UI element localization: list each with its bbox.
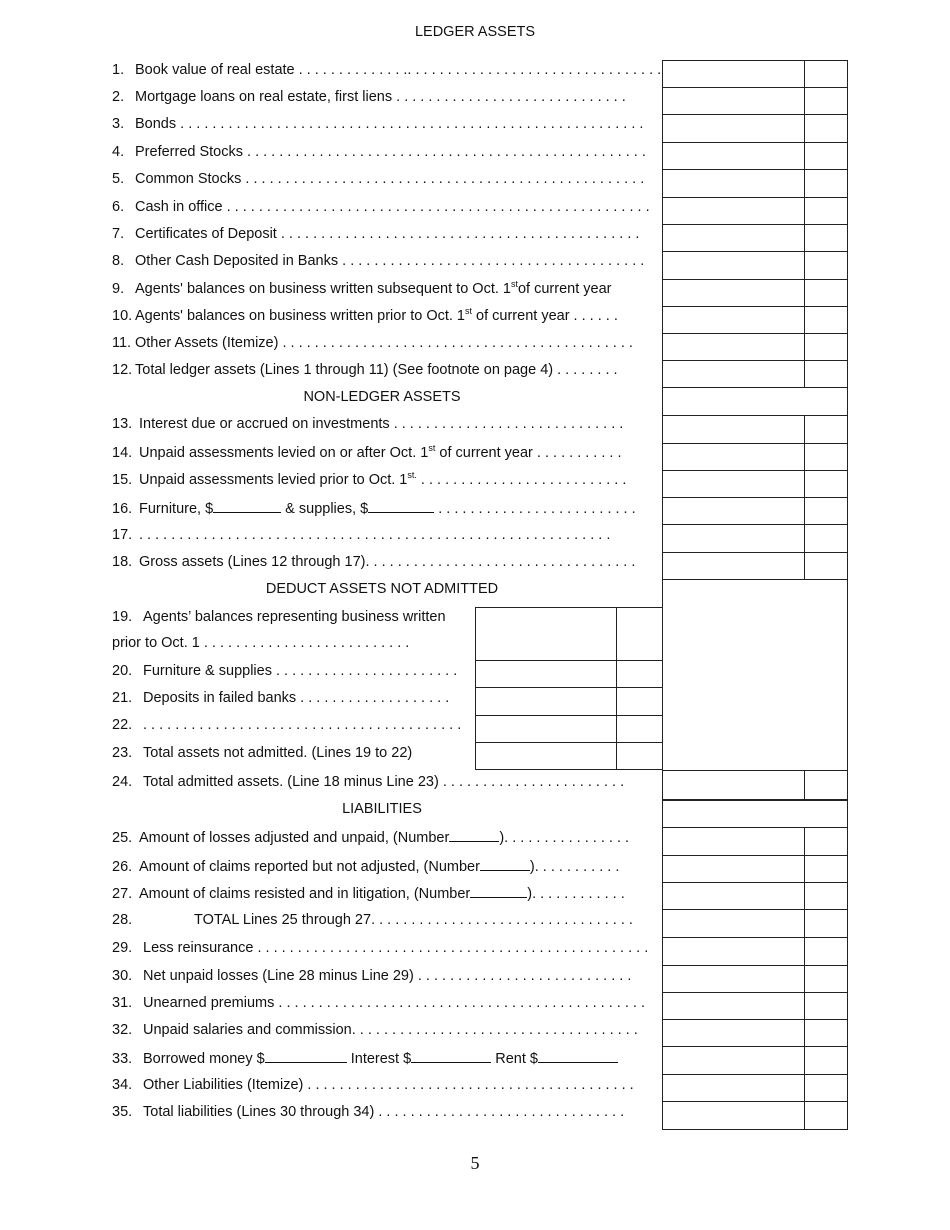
line-label: Preferred Stocks . . . . . . . . . . . . . . . . . . . . . . . . . . . . . . . . . . . . . . . . . . . . . . . . . . (135, 144, 646, 160)
line-11 (112, 334, 633, 352)
amount-cents-18[interactable] (804, 552, 848, 580)
line-label: Mortgage loans on real estate, first liens . . . . . . . . . . . . . . . . . . . . . . . . . . . . . (135, 89, 626, 105)
amount-cents-6[interactable] (804, 197, 848, 225)
amount-dollars-25[interactable] (662, 827, 805, 856)
line-label: Other Liabilities (Itemize) . . . . . . . . . . . . . . . . . . . . . . . . . . . . . . . . . . . . . . . . . (143, 1077, 634, 1093)
line-label: . . . . . . . . . . . . . . . . . . . . . . . . . . . . . . . . . . . . . . . . . . . . . . . . . . . . . . . . . . . (139, 527, 611, 543)
borrowed-money-blank[interactable] (265, 1049, 347, 1063)
deduct-dollars-22[interactable] (475, 715, 617, 743)
line-label: Total ledger assets (Lines 1 through 11) (See footnote on page 4) . . . . . . . . (135, 362, 618, 378)
line-number: 16. (112, 501, 133, 517)
amount-dollars-30[interactable] (662, 965, 805, 993)
number-blank[interactable] (480, 857, 530, 871)
amount-cents-26[interactable] (804, 855, 848, 883)
supplies-blank[interactable] (368, 499, 434, 513)
amount-dollars-32[interactable] (662, 1019, 805, 1047)
line-label: Amount of claims reported but not adjusted, (Number (139, 859, 480, 875)
amount-dollars-9[interactable] (662, 279, 805, 307)
amount-cents-17[interactable] (804, 524, 848, 553)
line-label: Certificates of Deposit . . . . . . . . . . . . . . . . . . . . . . . . . . . . . . . . . . . . . . . . . . . . . (135, 226, 640, 242)
amount-dollars-29[interactable] (662, 937, 805, 966)
amount-cents-10[interactable] (804, 306, 848, 334)
line-number: 23. (112, 745, 133, 761)
line-number: 4. (112, 144, 125, 160)
line-label: TOTAL Lines 25 through 27. . . . . . . . . . . . . . . . . . . . . . . . . . . . . . . . . (194, 912, 633, 928)
line-3 (112, 115, 643, 133)
line-10 (112, 307, 618, 325)
amount-dollars-7[interactable] (662, 224, 805, 252)
rent-blank[interactable] (538, 1049, 618, 1063)
line-35 (112, 1103, 624, 1121)
amount-cents-30[interactable] (804, 965, 848, 993)
amount-dollars-26[interactable] (662, 855, 805, 883)
line-label: Total admitted assets. (Line 18 minus Line 23) . . . . . . . . . . . . . . . . . . . . . . . (143, 774, 625, 790)
amount-dollars-14[interactable] (662, 443, 805, 471)
line-label: Furniture, $ (139, 501, 214, 517)
superscript: st (510, 279, 518, 290)
line-13 (112, 415, 623, 433)
line-19 (112, 608, 446, 626)
amount-dollars-8[interactable] (662, 251, 805, 280)
line-label-tail: of current year (517, 281, 612, 297)
line-number: 7. (112, 226, 125, 242)
line-number: 31. (112, 995, 133, 1011)
section-deduct: DEDUCT ASSETS NOT ADMITTED (265, 581, 499, 597)
amount-cents-31[interactable] (804, 992, 848, 1020)
line-label: Amount of claims resisted and in litigation, (Number (139, 886, 471, 902)
line-14 (112, 444, 622, 462)
amount-dollars-1[interactable] (662, 60, 805, 88)
line-number: 11. (112, 335, 132, 351)
line-22 (112, 716, 461, 734)
line-17 (112, 526, 610, 544)
line-30 (112, 967, 631, 985)
line-number: 10. (112, 308, 133, 324)
line-number: 22. (112, 717, 133, 733)
amount-dollars-6[interactable] (662, 197, 805, 225)
line-label: Furniture & supplies . . . . . . . . . . . . . . . . . . . . . . . (143, 663, 458, 679)
amount-dollars-2[interactable] (662, 87, 805, 115)
line-label: Borrowed money $ (143, 1051, 265, 1067)
line-number: 9. (112, 281, 125, 297)
line-label: Other Cash Deposited in Banks . . . . . . . . . . . . . . . . . . . . . . . . . . . . . . . . . . . . . . (135, 253, 645, 269)
line-label: Book value of real estate . . . . . . . . . . . . . .. . . . . . . . . . . . . . . . . . . . . . . . . . . . . . . . (135, 62, 662, 78)
line-label: Unpaid assessments levied prior to Oct. 1 (139, 472, 408, 488)
line-number: 5. (112, 171, 125, 187)
line-7 (112, 225, 639, 243)
line-number: 19. (112, 609, 133, 625)
deduct-cents-19[interactable] (616, 607, 663, 661)
deduct-dollars-23[interactable] (475, 742, 617, 770)
line-2 (112, 88, 626, 106)
line-label: Agents' balances on business written prior to Oct. 1 (135, 308, 465, 324)
amount-cents-8[interactable] (804, 251, 848, 280)
line-number: 26. (112, 859, 133, 875)
line-label: Agents’ balances representing business written (143, 609, 446, 625)
line-18 (112, 553, 635, 571)
line-25 (112, 828, 629, 847)
line-15 (112, 471, 626, 489)
line-label: Unpaid salaries and commission. . . . . . . . . . . . . . . . . . . . . . . . . . . . . . . . . . . . (143, 1022, 638, 1038)
line-label: Bonds . . . . . . . . . . . . . . . . . . . . . . . . . . . . . . . . . . . . . . . . . . . . . . . . . . . . . . . . . . (135, 116, 644, 132)
amount-cents-24[interactable] (804, 770, 848, 800)
amount-cents-34[interactable] (804, 1074, 848, 1102)
line-5 (112, 170, 644, 188)
line-label-tail: ). . . . . . . . . . . . (527, 886, 625, 902)
amount-dollars-34[interactable] (662, 1074, 805, 1102)
amount-dollars-27[interactable] (662, 882, 805, 910)
amount-cents-15[interactable] (804, 470, 848, 498)
line-label: Less reinsurance . . . . . . . . . . . . . . . . . . . . . . . . . . . . . . . . . . . . . . . . . . . . . . . . . (143, 940, 649, 956)
amount-dollars-12[interactable] (662, 360, 805, 388)
line-number: 24. (112, 774, 133, 790)
line-number: 28. (112, 912, 133, 928)
furniture-blank[interactable] (213, 499, 281, 513)
deduct-dollars-20[interactable] (475, 660, 617, 688)
line-label-tail: Rent $ (491, 1051, 538, 1067)
line-number: 21. (112, 690, 133, 706)
line-label: Agents' balances on business written subsequent to Oct. 1 (135, 281, 511, 297)
line-label-tail: of current year . . . . . . (472, 308, 618, 324)
line-label: Total liabilities (Lines 30 through 34) . . . . . . . . . . . . . . . . . . . . . . . . . . . . . . . (143, 1104, 625, 1120)
line-9 (112, 280, 611, 298)
amount-cents-28[interactable] (804, 909, 848, 938)
amount-dollars-4[interactable] (662, 142, 805, 170)
deduct-blank-area (662, 579, 848, 771)
line-21 (112, 689, 449, 707)
amount-cents-3[interactable] (804, 114, 848, 143)
line-label: prior to Oct. 1 . . . . . . . . . . . . . . . . . . . . . . . . . . (112, 635, 410, 651)
amount-dollars-3[interactable] (662, 114, 805, 143)
line-number: 3. (112, 116, 125, 132)
line-label-mid: & supplies, $ (281, 501, 369, 517)
line-33 (112, 1049, 618, 1068)
line-19-cont (112, 634, 409, 652)
line-label: Net unpaid losses (Line 28 minus Line 29) . . . . . . . . . . . . . . . . . . . . . . . . . . . (143, 968, 632, 984)
amount-cents-4[interactable] (804, 142, 848, 170)
line-28 (112, 911, 633, 929)
amount-dollars-5[interactable] (662, 169, 805, 198)
amount-cents-29[interactable] (804, 937, 848, 966)
line-number: 1. (112, 62, 125, 78)
line-number: 14. (112, 445, 133, 461)
page-number: 5 (470, 1153, 480, 1173)
line-label-mid: Interest $ (346, 1051, 412, 1067)
section-non-ledger: NON-LEDGER ASSETS (303, 389, 461, 405)
deduct-dollars-21[interactable] (475, 687, 617, 716)
amount-cents-2[interactable] (804, 87, 848, 115)
number-blank[interactable] (470, 884, 527, 898)
line-label: Other Assets (Itemize) . . . . . . . . . . . . . . . . . . . . . . . . . . . . . . . . . . . . . . . . . . . . (135, 335, 633, 351)
amount-dollars-11[interactable] (662, 333, 805, 361)
line-label: Unpaid assessments levied on or after Oct. 1 (139, 445, 429, 461)
number-blank[interactable] (449, 828, 499, 842)
line-label: Deposits in failed banks . . . . . . . . . . . . . . . . . . . (143, 690, 450, 706)
amount-cents-1[interactable] (804, 60, 848, 88)
line-27 (112, 884, 625, 903)
amount-dollars-18[interactable] (662, 552, 805, 580)
line-12 (112, 361, 618, 379)
amount-cents-7[interactable] (804, 224, 848, 252)
amount-dollars-35[interactable] (662, 1101, 805, 1130)
amount-dollars-17[interactable] (662, 524, 805, 553)
line-number: 18. (112, 554, 133, 570)
section-liabilities: LIABILITIES (342, 801, 422, 817)
amount-cents-13[interactable] (804, 415, 848, 444)
line-number: 20. (112, 663, 133, 679)
amount-dollars-13[interactable] (662, 415, 805, 444)
amount-cents-12[interactable] (804, 360, 848, 388)
amount-cents-9[interactable] (804, 279, 848, 307)
line-label-tail: . . . . . . . . . . . . . . . . . . . . . . . . . . (416, 472, 627, 488)
line-label: Gross assets (Lines 12 through 17). . . . . . . . . . . . . . . . . . . . . . . . . . . . . . . . . . (139, 554, 636, 570)
page-title: LEDGER ASSETS (414, 24, 536, 40)
amount-dollars-31[interactable] (662, 992, 805, 1020)
amount-dollars-33[interactable] (662, 1046, 805, 1075)
line-number: 13. (112, 416, 133, 432)
deduct-cents-21[interactable] (616, 687, 663, 716)
line-label: Amount of losses adjusted and unpaid, (Number (139, 830, 450, 846)
line-29 (112, 939, 648, 957)
line-26 (112, 857, 619, 876)
amount-dollars-28[interactable] (662, 909, 805, 938)
line-label-tail: ). . . . . . . . . . . . . . . . (499, 830, 630, 846)
amount-dollars-16[interactable] (662, 497, 805, 525)
line-number: 12. (112, 362, 133, 378)
amount-cents-16[interactable] (804, 497, 848, 525)
line-label: Unearned premiums . . . . . . . . . . . . . . . . . . . . . . . . . . . . . . . . . . . . . . . . . . . . . . (143, 995, 645, 1011)
line-label-tail: ). . . . . . . . . . . (529, 859, 620, 875)
deduct-cents-22[interactable] (616, 715, 663, 743)
line-4 (112, 143, 646, 161)
line-number: 32. (112, 1022, 133, 1038)
amount-cents-33[interactable] (804, 1046, 848, 1075)
line-label: Cash in office . . . . . . . . . . . . . . . . . . . . . . . . . . . . . . . . . . . . . . . . . . . . . . . . . . . . . (135, 199, 650, 215)
amount-dollars-10[interactable] (662, 306, 805, 334)
superscript: st. (407, 470, 417, 481)
line-8 (112, 252, 644, 270)
amount-cents-5[interactable] (804, 169, 848, 198)
deduct-cents-20[interactable] (616, 660, 663, 688)
line-number: 27. (112, 886, 133, 902)
line-number: 30. (112, 968, 133, 984)
section-box-liabilities (662, 800, 848, 828)
line-number: 15. (112, 472, 133, 488)
line-number: 6. (112, 199, 125, 215)
line-label: Total assets not admitted. (Lines 19 to 22) (143, 745, 413, 761)
amount-dollars-15[interactable] (662, 470, 805, 498)
line-32 (112, 1021, 638, 1039)
superscript: st (428, 443, 436, 454)
line-number: 29. (112, 940, 133, 956)
line-label: Interest due or accrued on investments . . . . . . . . . . . . . . . . . . . . . . . . . . . . . (139, 416, 624, 432)
superscript: st (465, 306, 473, 317)
amount-cents-11[interactable] (804, 333, 848, 361)
amount-cents-27[interactable] (804, 882, 848, 910)
amount-cents-14[interactable] (804, 443, 848, 471)
line-34 (112, 1076, 634, 1094)
amount-dollars-24[interactable] (662, 770, 805, 800)
amount-cents-32[interactable] (804, 1019, 848, 1047)
line-label: . . . . . . . . . . . . . . . . . . . . . . . . . . . . . . . . . . . . . . . . (143, 717, 462, 733)
line-label: Common Stocks . . . . . . . . . . . . . . . . . . . . . . . . . . . . . . . . . . . . . . . . . . . . . . . . . . (135, 171, 645, 187)
interest-blank[interactable] (411, 1049, 491, 1063)
line-number: 35. (112, 1104, 133, 1120)
line-31 (112, 994, 645, 1012)
line-number: 8. (112, 253, 125, 269)
deduct-dollars-19[interactable] (475, 607, 617, 661)
line-label-tail: . . . . . . . . . . . . . . . . . . . . . . . . . (434, 501, 636, 517)
line-number: 2. (112, 89, 125, 105)
line-23 (112, 744, 412, 762)
line-6 (112, 198, 650, 216)
line-number: 34. (112, 1077, 133, 1093)
line-number: 25. (112, 830, 133, 846)
line-16 (112, 499, 636, 518)
line-number: 33. (112, 1051, 133, 1067)
deduct-cents-23[interactable] (616, 742, 663, 770)
section-box-non-ledger (662, 387, 848, 416)
line-number: 17. (112, 527, 133, 543)
line-label-tail: of current year . . . . . . . . . . . (435, 445, 622, 461)
line-20 (112, 662, 457, 680)
line-1 (112, 61, 661, 79)
amount-cents-25[interactable] (804, 827, 848, 856)
line-24 (112, 773, 624, 791)
amount-cents-35[interactable] (804, 1101, 848, 1130)
